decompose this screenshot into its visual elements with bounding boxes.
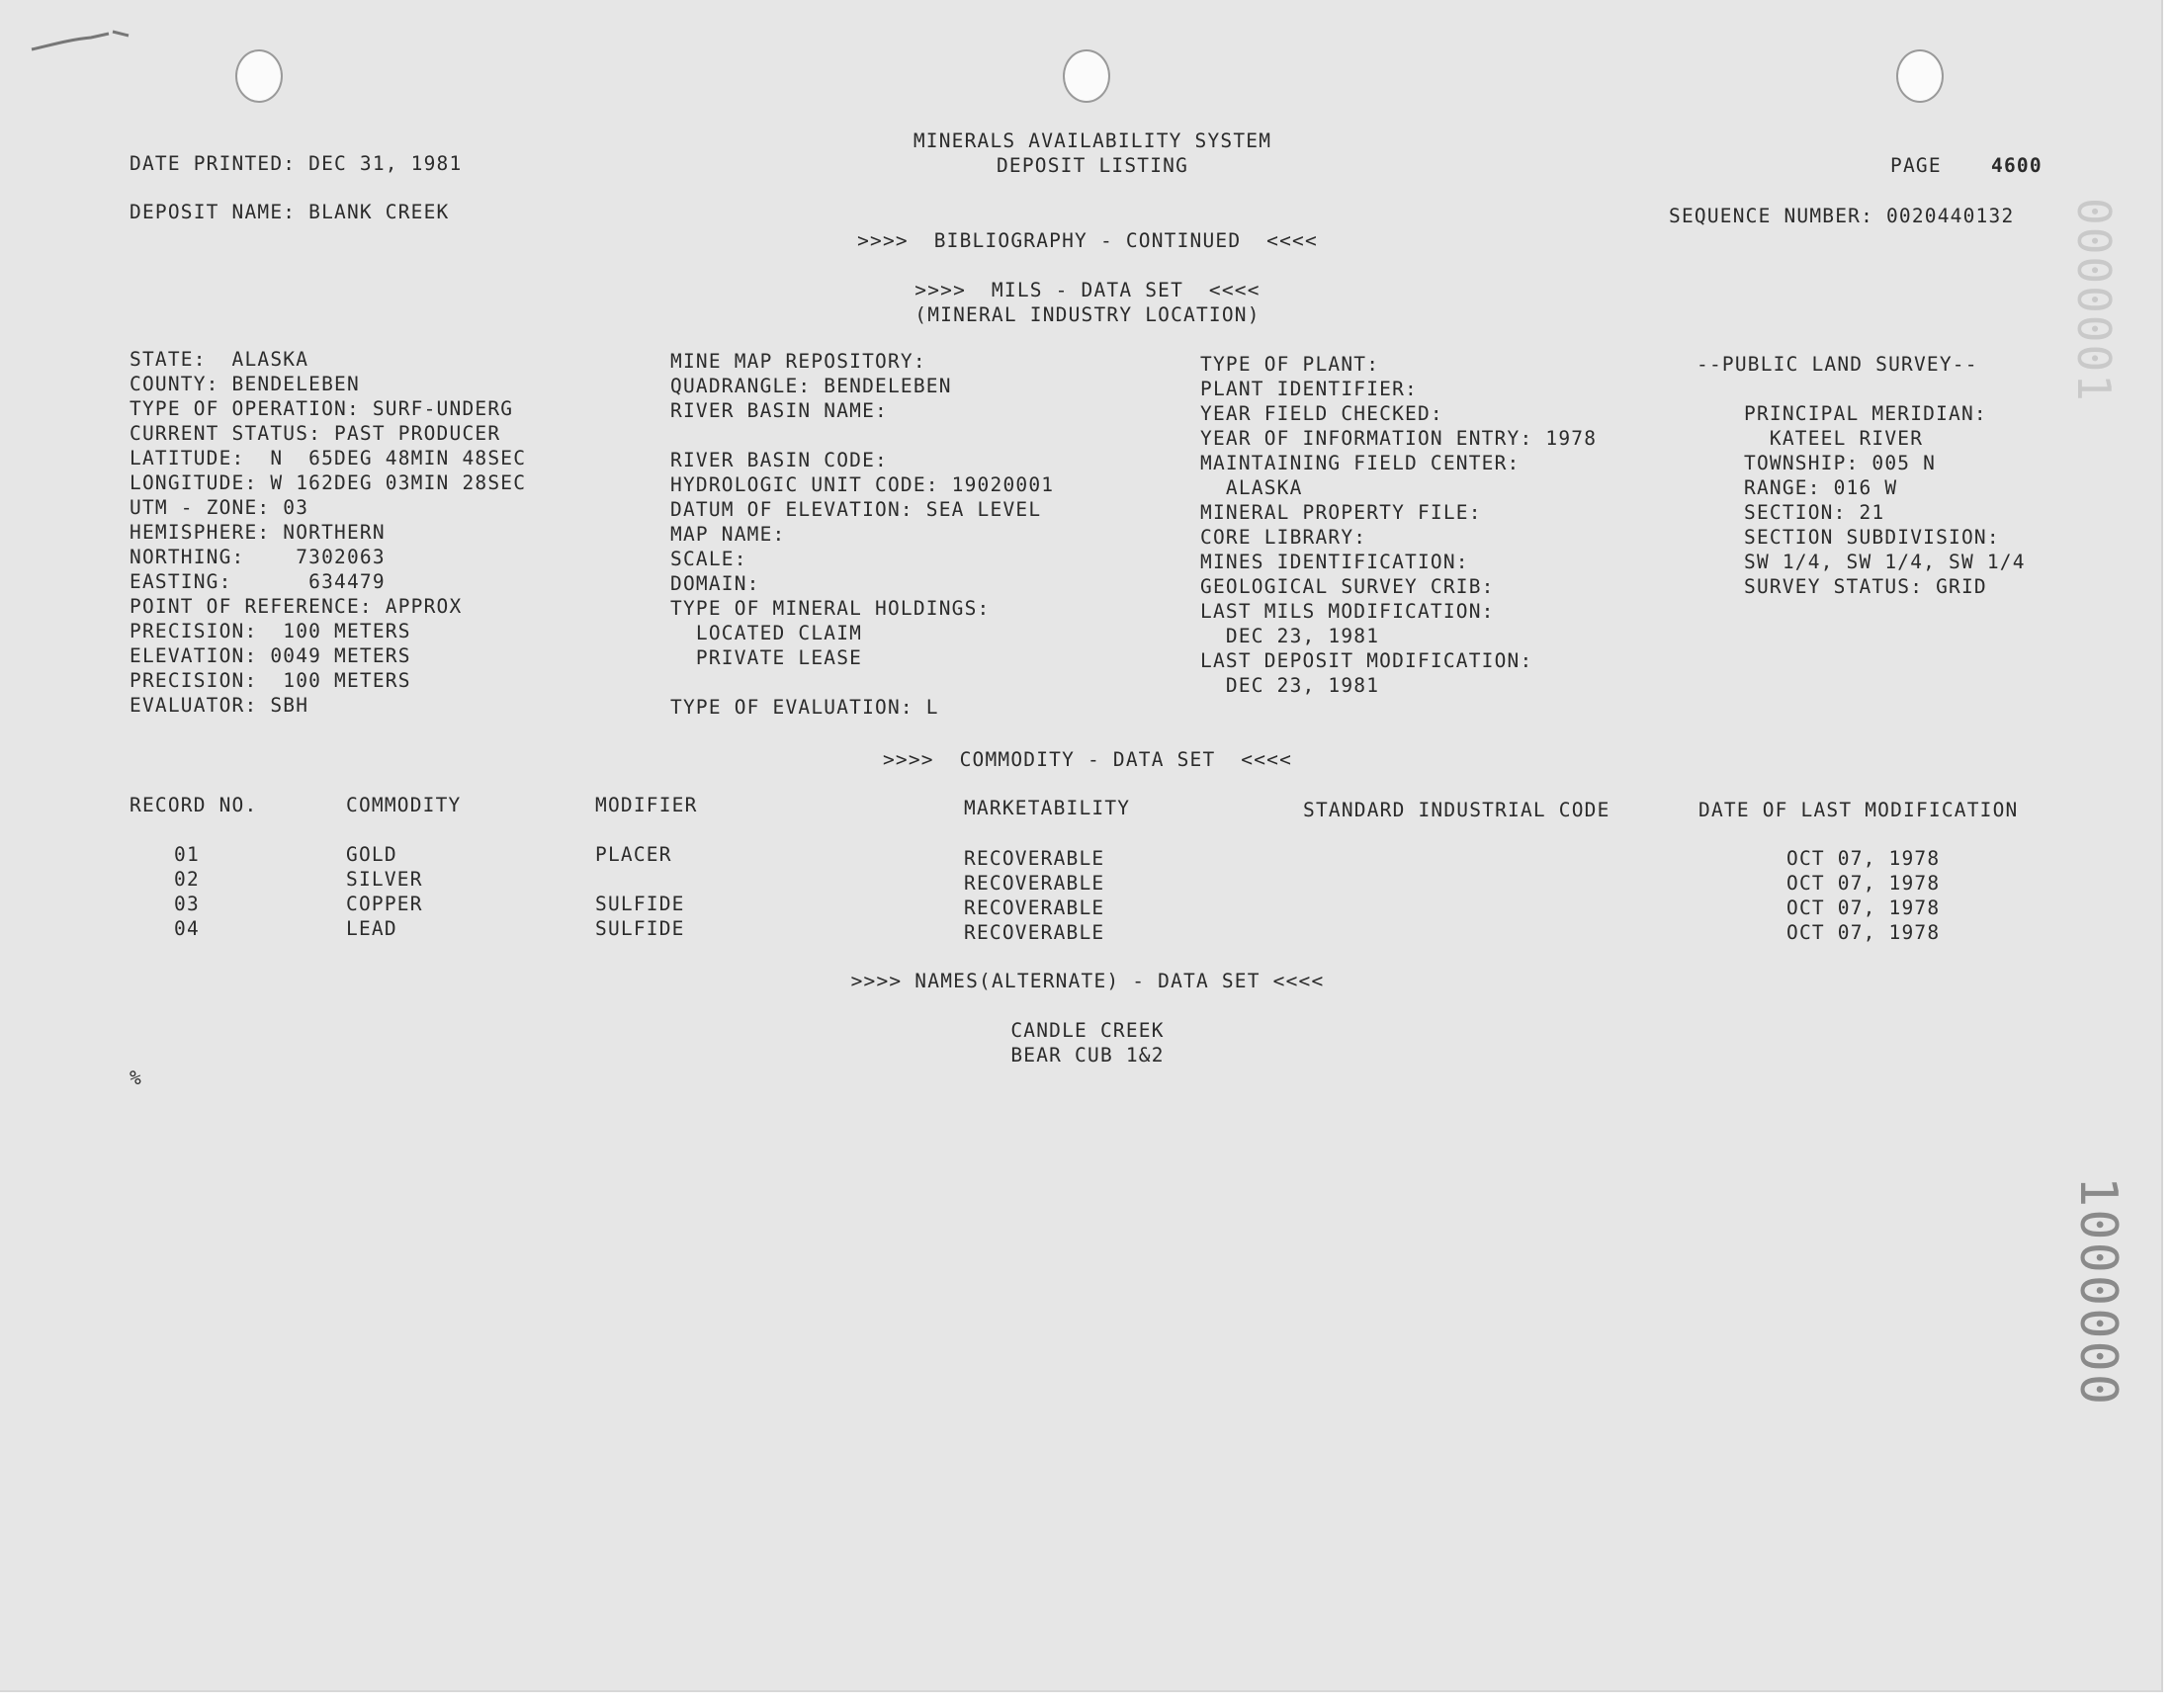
mils-field: TYPE OF MINERAL HOLDINGS:	[670, 597, 991, 620]
mils-field: PRIVATE LEASE	[670, 646, 863, 669]
mils-field: COUNTY: BENDELEBEN	[130, 373, 360, 395]
mils-field: DATUM OF ELEVATION: SEA LEVEL	[670, 498, 1042, 521]
mils-field: TYPE OF OPERATION: SURF-UNDERG	[130, 397, 514, 420]
public-land-survey-title: --PUBLIC LAND SURVEY--	[1696, 353, 1978, 376]
mils-field: POINT OF REFERENCE: APPROX	[130, 595, 463, 618]
table-row-commodity: COPPER	[346, 893, 423, 915]
mils-location-column	[130, 347, 526, 718]
survey-field: SURVEY STATUS: GRID	[1744, 575, 1987, 598]
table-row-modifier: PLACER	[595, 843, 672, 866]
mils-field: LAST MILS MODIFICATION:	[1200, 600, 1495, 623]
mils-field: YEAR FIELD CHECKED:	[1200, 402, 1443, 425]
binder-hole-center	[1063, 49, 1110, 103]
table-row-date: OCT 07, 1978	[1786, 921, 1941, 944]
alternate-name: BEAR CUB 1&2	[1010, 1044, 1165, 1067]
mils-field: LAST DEPOSIT MODIFICATION:	[1200, 649, 1533, 672]
corner-smudge-icon	[30, 26, 138, 59]
table-row-date: OCT 07, 1978	[1786, 847, 1941, 870]
table-row-record: 01	[174, 843, 200, 866]
mils-field: MAINTAINING FIELD CENTER:	[1200, 452, 1521, 474]
survey-field: TOWNSHIP: 005 N	[1744, 452, 1937, 474]
mils-field: STATE: ALASKA	[130, 348, 309, 371]
alternate-name: CANDLE CREEK	[1010, 1019, 1165, 1042]
mils-field: DEC 23, 1981	[1200, 625, 1380, 647]
mils-field: LOCATED CLAIM	[670, 622, 863, 644]
table-row-date: OCT 07, 1978	[1786, 897, 1941, 919]
mils-field: UTM - ZONE: 03	[130, 496, 309, 519]
mils-field: GEOLOGICAL SURVEY CRIB:	[1200, 575, 1495, 598]
mils-map-column	[670, 349, 1054, 720]
names-heading: >>>> NAMES(ALTERNATE) - DATA SET <<<<	[850, 970, 1325, 992]
mils-field: EASTING: 634479	[130, 570, 386, 593]
footer-mark: %	[130, 1067, 142, 1089]
table-row-record: 04	[174, 917, 200, 940]
mils-field: HYDROLOGIC UNIT CODE: 19020001	[670, 473, 1055, 496]
table-row-commodity: GOLD	[346, 843, 397, 866]
date-printed: DATE PRINTED: DEC 31, 1981	[130, 152, 463, 175]
table-row-commodity: LEAD	[346, 917, 397, 940]
survey-field: KATEEL RIVER	[1744, 427, 1924, 450]
system-title: MINERALS AVAILABILITY SYSTEM	[913, 129, 1272, 152]
survey-field: PRINCIPAL MERIDIAN:	[1744, 402, 1987, 425]
mils-field: RIVER BASIN CODE:	[670, 449, 888, 471]
bibliography-heading: >>>> BIBLIOGRAPHY - CONTINUED <<<<	[857, 229, 1318, 252]
page-number: 4600	[1991, 154, 2043, 177]
mils-field: QUADRANGLE: BENDELEBEN	[670, 375, 952, 397]
mils-field: TYPE OF PLANT:	[1200, 353, 1380, 376]
binder-hole-left	[235, 49, 283, 103]
mils-field: LATITUDE: N 65DEG 48MIN 48SEC	[130, 447, 527, 470]
table-row-commodity: SILVER	[346, 868, 423, 891]
mils-field: DOMAIN:	[670, 572, 760, 595]
header-modifier: MODIFIER	[595, 794, 698, 816]
sequence-number: SEQUENCE NUMBER: 0020440132	[1669, 205, 2015, 227]
survey-field: RANGE: 016 W	[1744, 476, 1898, 499]
mils-field: LONGITUDE: W 162DEG 03MIN 28SEC	[130, 471, 527, 494]
public-land-survey-column	[1744, 401, 2026, 599]
page-label: PAGE	[1890, 154, 1942, 177]
mils-plant-column	[1200, 352, 1597, 698]
commodity-heading: >>>> COMMODITY - DATA SET <<<<	[882, 748, 1293, 771]
header-marketability: MARKETABILITY	[964, 797, 1131, 819]
header-sic: STANDARD INDUSTRIAL CODE	[1303, 799, 1610, 821]
mils-field	[670, 670, 1054, 695]
mils-field: SCALE:	[670, 548, 747, 570]
deposit-name: DEPOSIT NAME: BLANK CREEK	[130, 201, 450, 223]
binder-hole-right	[1896, 49, 1944, 103]
table-row-date: OCT 07, 1978	[1786, 872, 1941, 895]
table-row-record: 03	[174, 893, 200, 915]
mils-heading: >>>> MILS - DATA SET <<<<	[914, 279, 1261, 301]
mils-field: NORTHING: 7302063	[130, 546, 386, 568]
table-row-modifier: SULFIDE	[595, 917, 685, 940]
mils-field	[670, 423, 1054, 448]
mils-field: MAP NAME:	[670, 523, 786, 546]
listing-title: DEPOSIT LISTING	[996, 154, 1189, 177]
table-row-modifier: SULFIDE	[595, 893, 685, 915]
header-record-no: RECORD NO.	[130, 794, 258, 816]
table-row-marketability: RECOVERABLE	[964, 897, 1105, 919]
mils-field: MINERAL PROPERTY FILE:	[1200, 501, 1482, 524]
mils-field: ALASKA	[1200, 476, 1303, 499]
mils-field: PRECISION: 100 METERS	[130, 620, 411, 642]
mils-field: EVALUATOR: SBH	[130, 694, 309, 717]
mils-field: PLANT IDENTIFIER:	[1200, 378, 1418, 400]
mils-field: TYPE OF EVALUATION: L	[670, 696, 939, 719]
mils-field: ELEVATION: 0049 METERS	[130, 644, 411, 667]
margin-stamp-faint: 0000001	[2067, 198, 2121, 403]
table-row-record: 02	[174, 868, 200, 891]
survey-field: SW 1/4, SW 1/4, SW 1/4	[1744, 551, 2026, 573]
mils-field: DEC 23, 1981	[1200, 674, 1380, 697]
margin-stamp: 1000000	[2068, 1176, 2128, 1408]
header-commodity: COMMODITY	[346, 794, 462, 816]
table-row-marketability: RECOVERABLE	[964, 872, 1105, 895]
table-row-marketability: RECOVERABLE	[964, 847, 1105, 870]
mils-field: RIVER BASIN NAME:	[670, 399, 888, 422]
survey-field: SECTION: 21	[1744, 501, 1885, 524]
header-date-modified: DATE OF LAST MODIFICATION	[1698, 799, 2019, 821]
mils-field: YEAR OF INFORMATION ENTRY: 1978	[1200, 427, 1598, 450]
mils-subheading: (MINERAL INDUSTRY LOCATION)	[914, 303, 1261, 326]
survey-field: SECTION SUBDIVISION:	[1744, 526, 2000, 549]
mils-field: MINE MAP REPOSITORY:	[670, 350, 926, 373]
mils-field: CORE LIBRARY:	[1200, 526, 1367, 549]
mils-field: CURRENT STATUS: PAST PRODUCER	[130, 422, 501, 445]
mils-field: MINES IDENTIFICATION:	[1200, 551, 1469, 573]
mils-field: PRECISION: 100 METERS	[130, 669, 411, 692]
table-row-marketability: RECOVERABLE	[964, 921, 1105, 944]
mils-field: HEMISPHERE: NORTHERN	[130, 521, 386, 544]
